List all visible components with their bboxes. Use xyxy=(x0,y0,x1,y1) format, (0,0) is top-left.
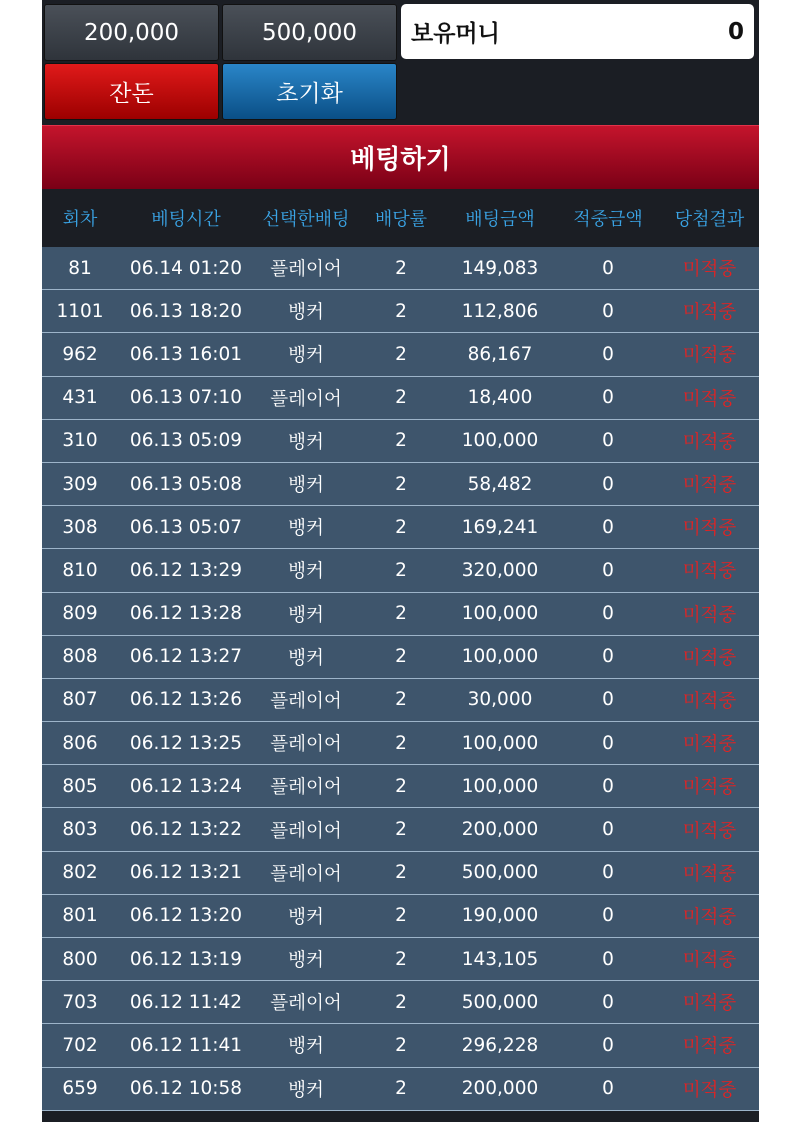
odds-cell: 2 xyxy=(395,732,407,754)
selection-cell: 플레이어 xyxy=(270,734,342,756)
round-cell: 1101 xyxy=(56,300,104,322)
odds-cell: 2 xyxy=(395,905,407,927)
bet-time-cell: 06.12 13:29 xyxy=(129,559,243,581)
round-cell: 431 xyxy=(62,387,98,409)
col-win-amount: 적중금액 xyxy=(573,209,643,230)
odds-cell: 2 xyxy=(395,1034,407,1056)
odds-cell: 2 xyxy=(395,819,407,841)
odds-cell: 2 xyxy=(395,1078,407,1100)
bet-time-cell: 06.14 01:20 xyxy=(129,257,243,279)
selection-cell: 뱅커 xyxy=(288,475,324,497)
round-cell: 810 xyxy=(62,559,98,581)
bet-amount-cell: 149,083 xyxy=(461,257,539,279)
bet-time-cell: 06.13 05:09 xyxy=(129,430,243,452)
round-cell: 803 xyxy=(62,819,98,841)
win-amount-cell: 0 xyxy=(602,430,614,452)
win-amount-cell: 0 xyxy=(602,300,614,322)
bet-time-cell: 06.12 10:58 xyxy=(129,1078,243,1100)
bet-amount-cell: 100,000 xyxy=(461,430,539,452)
table-row xyxy=(42,938,759,981)
win-amount-cell: 0 xyxy=(602,732,614,754)
round-cell: 802 xyxy=(62,862,98,884)
amount-500000-button[interactable]: 500,000 xyxy=(222,4,397,61)
result-cell: 미적중 xyxy=(682,863,737,885)
selection-cell: 플레이어 xyxy=(270,388,342,410)
bet-amount-cell: 500,000 xyxy=(461,991,539,1013)
place-bet-button[interactable]: 베팅하기 xyxy=(42,125,759,189)
table-row xyxy=(42,593,759,636)
selection-cell: 뱅커 xyxy=(288,345,324,367)
col-result: 당첨결과 xyxy=(674,209,745,230)
result-cell: 미적중 xyxy=(682,906,737,928)
round-cell: 809 xyxy=(62,603,98,625)
win-amount-cell: 0 xyxy=(602,905,614,927)
table-row xyxy=(42,679,759,722)
result-cell: 미적중 xyxy=(682,604,737,626)
bet-time-cell: 06.13 18:20 xyxy=(129,300,243,322)
table-row xyxy=(42,506,759,549)
table-row xyxy=(42,549,759,592)
odds-cell: 2 xyxy=(395,689,407,711)
round-cell: 805 xyxy=(62,775,98,797)
bet-amount-cell: 190,000 xyxy=(461,905,539,927)
win-amount-cell: 0 xyxy=(602,775,614,797)
odds-cell: 2 xyxy=(395,646,407,668)
selection-cell: 뱅커 xyxy=(288,302,324,324)
table-row xyxy=(42,377,759,420)
odds-cell: 2 xyxy=(395,991,407,1013)
table-row xyxy=(42,852,759,895)
selection-cell: 뱅커 xyxy=(288,1036,324,1058)
bet-amount-cell: 100,000 xyxy=(461,732,539,754)
result-cell: 미적중 xyxy=(682,561,737,583)
odds-cell: 2 xyxy=(395,559,407,581)
table-row xyxy=(42,722,759,765)
table-row xyxy=(42,895,759,938)
bet-time-cell: 06.12 13:25 xyxy=(129,732,243,754)
col-bet-amount: 배팅금액 xyxy=(465,209,535,230)
win-amount-cell: 0 xyxy=(602,473,614,495)
win-amount-cell: 0 xyxy=(602,516,614,538)
bet-amount-cell: 320,000 xyxy=(461,559,539,581)
bet-time-cell: 06.13 16:01 xyxy=(129,343,243,365)
result-cell: 미적중 xyxy=(682,1079,737,1101)
col-selection: 선택한배팅 xyxy=(262,209,350,230)
bet-time-cell: 06.12 13:21 xyxy=(129,862,243,884)
odds-cell: 2 xyxy=(395,473,407,495)
win-amount-cell: 0 xyxy=(602,603,614,625)
result-cell: 미적중 xyxy=(682,993,737,1015)
bet-amount-cell: 18,400 xyxy=(467,387,533,409)
change-button[interactable]: 잔돈 xyxy=(44,63,219,120)
table-row xyxy=(42,463,759,506)
result-cell: 미적중 xyxy=(682,431,737,453)
bet-time-cell: 06.12 13:27 xyxy=(129,646,243,668)
selection-cell: 플레이어 xyxy=(270,993,342,1015)
bet-amount-cell: 296,228 xyxy=(461,1034,539,1056)
odds-cell: 2 xyxy=(395,948,407,970)
table-row xyxy=(42,1068,759,1111)
bet-amount-cell: 100,000 xyxy=(461,646,539,668)
balance-value: 0 xyxy=(727,18,744,45)
odds-cell: 2 xyxy=(395,516,407,538)
bet-time-cell: 06.12 11:41 xyxy=(129,1034,243,1056)
win-amount-cell: 0 xyxy=(602,257,614,279)
selection-cell: 뱅커 xyxy=(288,561,324,583)
col-bet-time: 베팅시간 xyxy=(151,209,221,230)
bet-amount-cell: 143,105 xyxy=(461,948,539,970)
odds-cell: 2 xyxy=(395,343,407,365)
odds-cell: 2 xyxy=(395,257,407,279)
bet-amount-cell: 86,167 xyxy=(467,343,533,365)
bet-amount-cell: 100,000 xyxy=(461,603,539,625)
win-amount-cell: 0 xyxy=(602,559,614,581)
table-row xyxy=(42,333,759,376)
selection-cell: 플레이어 xyxy=(270,259,342,281)
selection-cell: 뱅커 xyxy=(288,647,324,669)
bet-amount-cell: 200,000 xyxy=(461,1078,539,1100)
result-cell: 미적중 xyxy=(682,690,737,712)
selection-cell: 플레이어 xyxy=(270,863,342,885)
odds-cell: 2 xyxy=(395,775,407,797)
bet-amount-cell: 169,241 xyxy=(461,516,539,538)
round-cell: 806 xyxy=(62,732,98,754)
selection-cell: 플레이어 xyxy=(270,690,342,712)
odds-cell: 2 xyxy=(395,430,407,452)
win-amount-cell: 0 xyxy=(602,991,614,1013)
round-cell: 962 xyxy=(62,343,98,365)
round-cell: 801 xyxy=(62,905,98,927)
selection-cell: 뱅커 xyxy=(288,604,324,626)
col-round: 회차 xyxy=(62,209,98,230)
bet-time-cell: 06.13 05:07 xyxy=(129,516,243,538)
result-cell: 미적중 xyxy=(682,259,737,281)
round-cell: 310 xyxy=(62,430,98,452)
result-cell: 미적중 xyxy=(682,475,737,497)
result-cell: 미적중 xyxy=(682,518,737,540)
result-cell: 미적중 xyxy=(682,950,737,972)
win-amount-cell: 0 xyxy=(602,819,614,841)
bet-time-cell: 06.12 13:26 xyxy=(129,689,243,711)
bet-time-cell: 06.12 13:22 xyxy=(129,819,243,841)
round-cell: 309 xyxy=(62,473,98,495)
round-cell: 807 xyxy=(62,689,98,711)
table-row xyxy=(42,1024,759,1067)
win-amount-cell: 0 xyxy=(602,862,614,884)
reset-button[interactable]: 초기화 xyxy=(222,63,397,120)
col-odds: 배당률 xyxy=(374,209,428,230)
round-cell: 703 xyxy=(62,991,98,1013)
win-amount-cell: 0 xyxy=(602,689,614,711)
balance-label: 보유머니 xyxy=(411,21,500,47)
selection-cell: 플레이어 xyxy=(270,820,342,842)
selection-cell: 뱅커 xyxy=(288,950,324,972)
table-row xyxy=(42,765,759,808)
amount-200000-button[interactable]: 200,000 xyxy=(44,4,219,61)
table-row xyxy=(42,420,759,463)
balance-display xyxy=(401,4,754,59)
bet-amount-cell: 100,000 xyxy=(461,775,539,797)
odds-cell: 2 xyxy=(395,300,407,322)
selection-cell: 뱅커 xyxy=(288,518,324,540)
bet-time-cell: 06.13 05:08 xyxy=(129,473,243,495)
odds-cell: 2 xyxy=(395,603,407,625)
bet-amount-cell: 112,806 xyxy=(461,300,539,322)
result-cell: 미적중 xyxy=(682,1036,737,1058)
round-cell: 308 xyxy=(62,516,98,538)
table-header xyxy=(42,190,759,246)
selection-cell: 플레이어 xyxy=(270,777,342,799)
result-cell: 미적중 xyxy=(682,647,737,669)
round-cell: 659 xyxy=(62,1078,98,1100)
result-cell: 미적중 xyxy=(682,345,737,367)
selection-cell: 뱅커 xyxy=(288,906,324,928)
bet-time-cell: 06.13 07:10 xyxy=(129,387,243,409)
odds-cell: 2 xyxy=(395,862,407,884)
table-row xyxy=(42,981,759,1024)
bet-time-cell: 06.12 13:20 xyxy=(129,905,243,927)
odds-cell: 2 xyxy=(395,387,407,409)
bet-amount-cell: 58,482 xyxy=(467,473,533,495)
bet-time-cell: 06.12 11:42 xyxy=(129,991,243,1013)
table-row xyxy=(42,808,759,851)
round-cell: 702 xyxy=(62,1034,98,1056)
table-row xyxy=(42,290,759,333)
win-amount-cell: 0 xyxy=(602,948,614,970)
result-cell: 미적중 xyxy=(682,777,737,799)
round-cell: 800 xyxy=(62,948,98,970)
bet-time-cell: 06.12 13:28 xyxy=(129,603,243,625)
result-cell: 미적중 xyxy=(682,820,737,842)
bet-time-cell: 06.12 13:24 xyxy=(129,775,243,797)
win-amount-cell: 0 xyxy=(602,646,614,668)
round-cell: 808 xyxy=(62,646,98,668)
win-amount-cell: 0 xyxy=(602,387,614,409)
table-row xyxy=(42,636,759,679)
win-amount-cell: 0 xyxy=(602,1034,614,1056)
bet-time-cell: 06.12 13:19 xyxy=(129,948,243,970)
result-cell: 미적중 xyxy=(682,734,737,756)
bet-amount-cell: 200,000 xyxy=(461,819,539,841)
selection-cell: 뱅커 xyxy=(288,1079,324,1101)
round-cell: 81 xyxy=(68,257,92,279)
bet-history-table xyxy=(42,247,759,1111)
bet-amount-cell: 500,000 xyxy=(461,862,539,884)
result-cell: 미적중 xyxy=(682,302,737,324)
win-amount-cell: 0 xyxy=(602,343,614,365)
bet-amount-cell: 30,000 xyxy=(467,689,533,711)
win-amount-cell: 0 xyxy=(602,1078,614,1100)
table-row xyxy=(42,247,759,290)
selection-cell: 뱅커 xyxy=(288,431,324,453)
result-cell: 미적중 xyxy=(682,388,737,410)
